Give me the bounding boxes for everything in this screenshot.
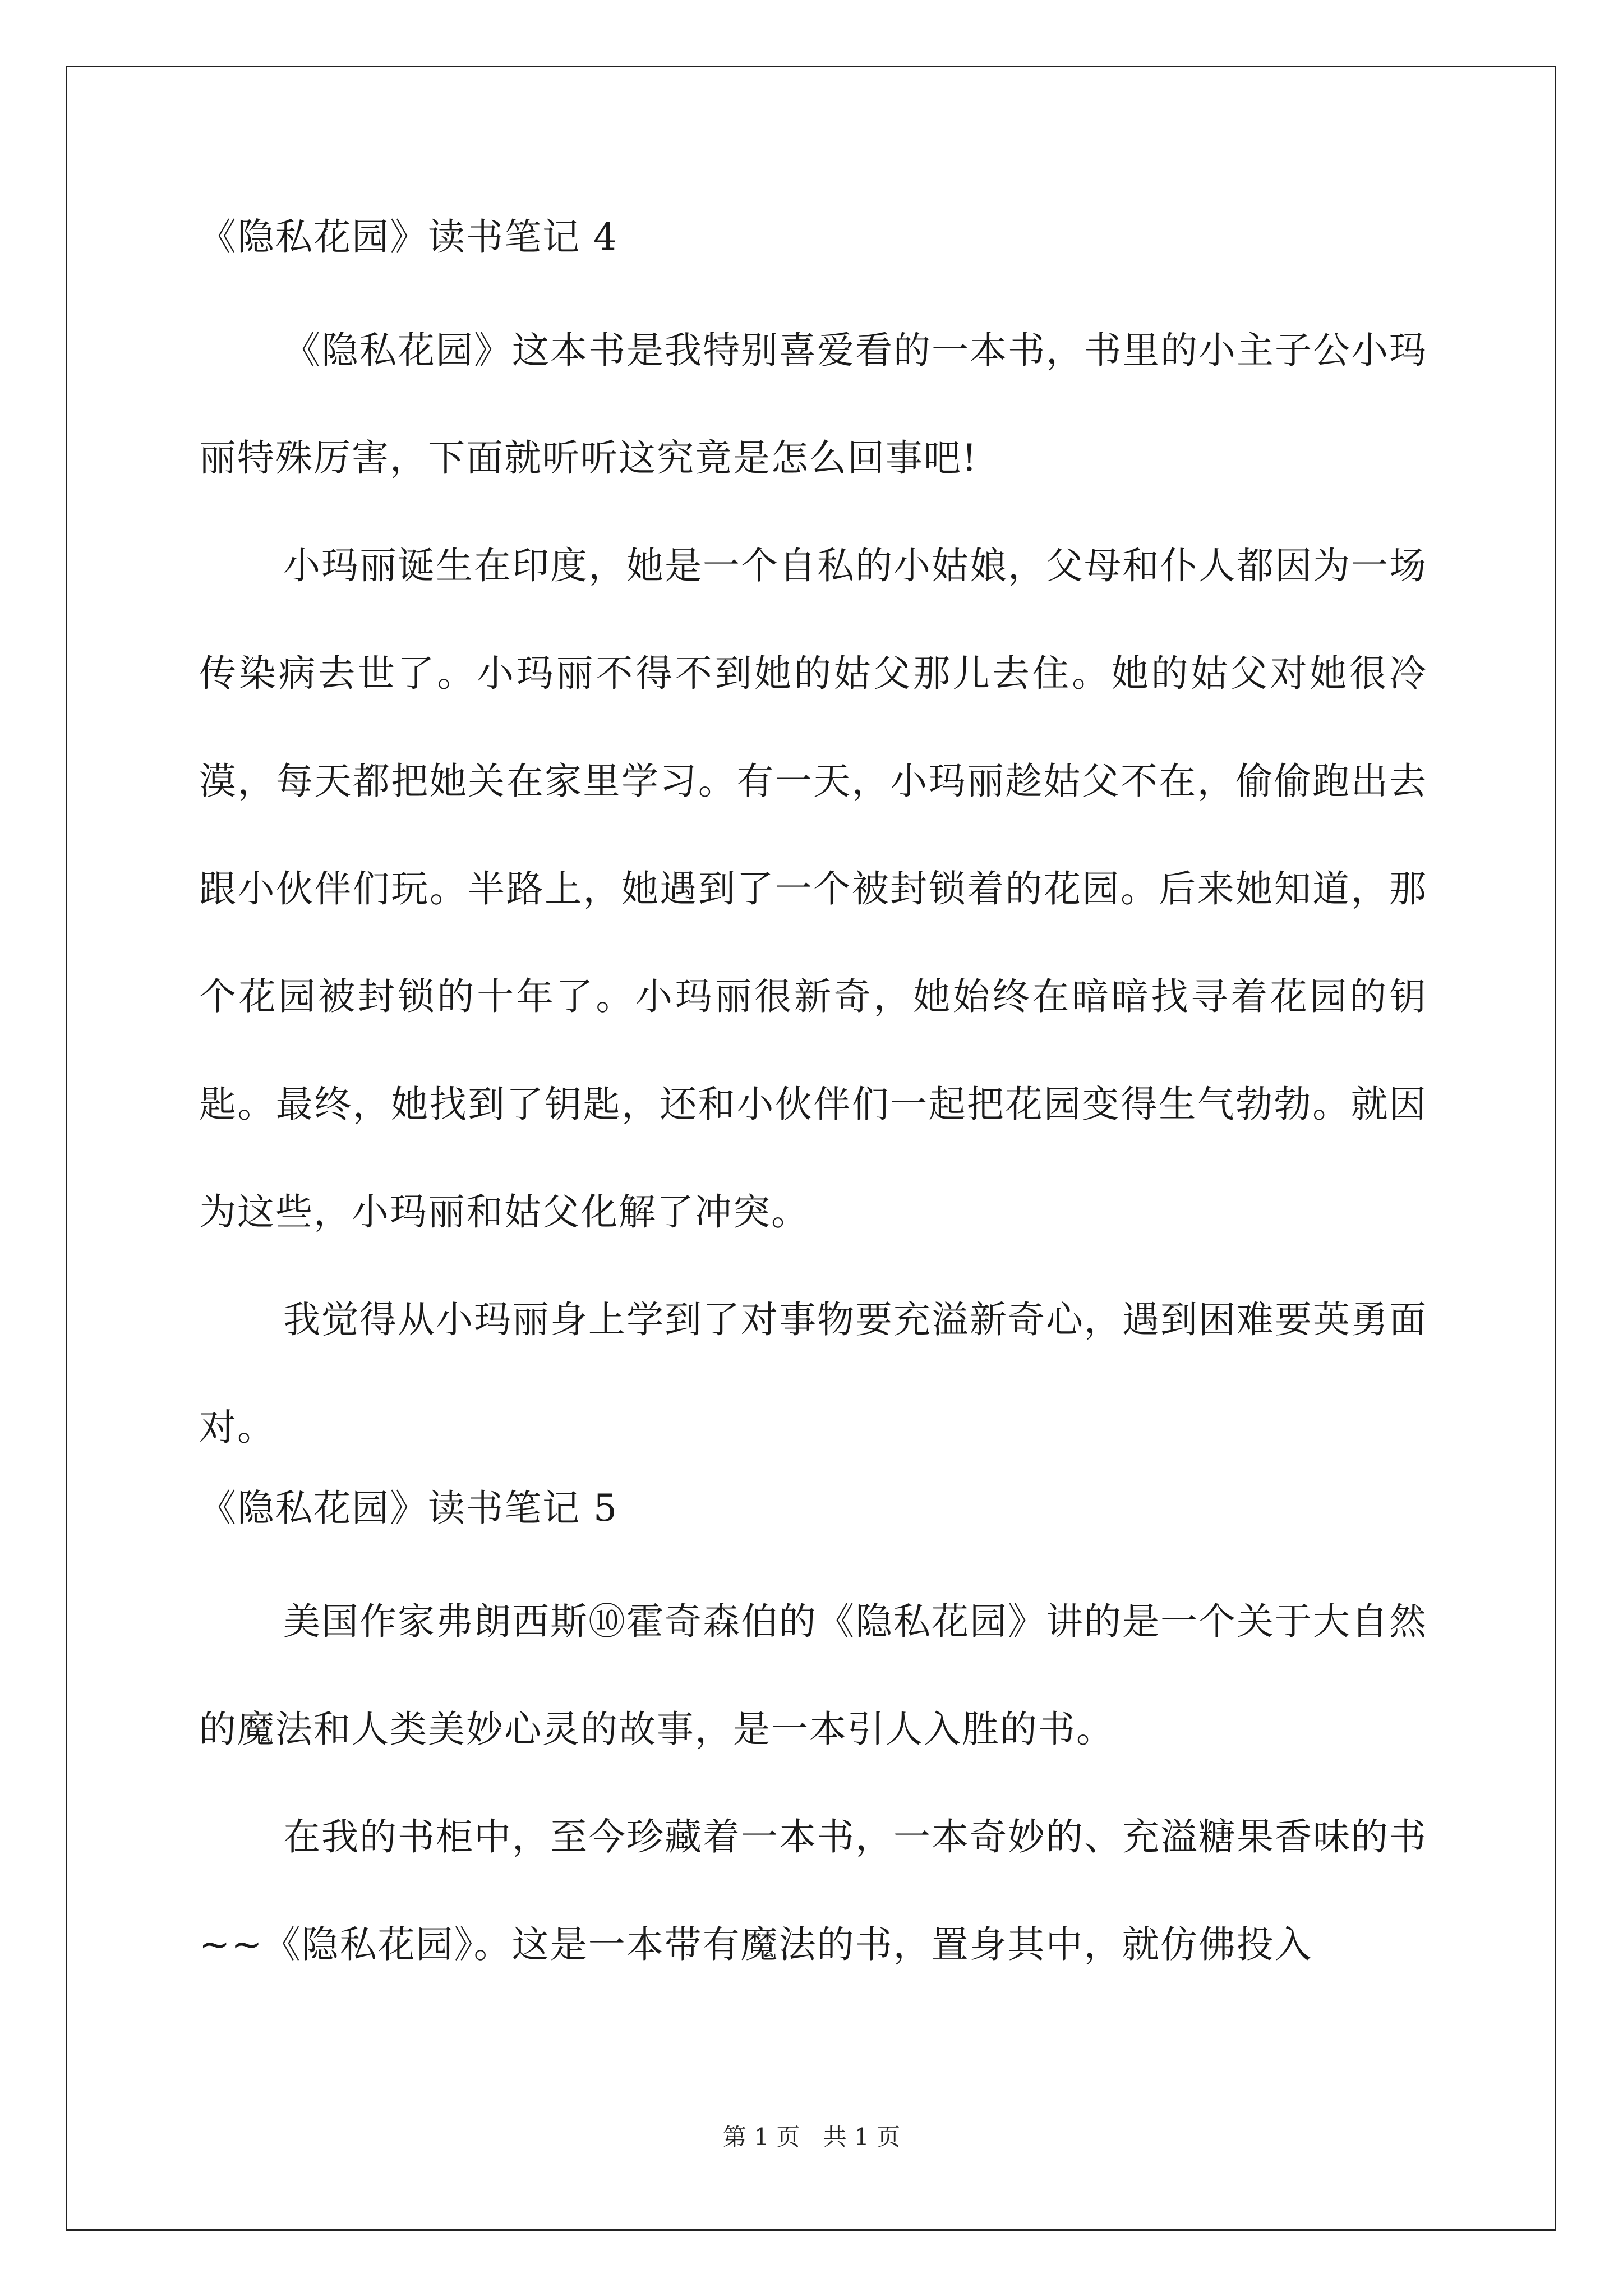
section-heading-5: 《隐私花园》读书笔记 5 [199, 1487, 618, 1530]
paragraph: 美国作家弗朗西斯⑩霍奇森伯的《隐私花园》讲的是一个关于大自然的魔法和人类美妙心灵的故事，是一本引人入胜的书。 [199, 1600, 1427, 1751]
document-body [199, 210, 1427, 1999]
page-footer [0, 2122, 1623, 2153]
paragraph: 小玛丽诞生在印度，她是一个自私的小姑娘，父母和仆人都因为一场传染病去世了。小玛丽不得不到她的姑父那儿去住。她的姑父对她很冷漠，每天都把她关在家里学习。有一天，小玛丽趁姑父不在，偷偷跑出去跟小伙伴们玩。半路上，她遇到了一个被封锁着的花园。后来她知道，那个花园被封锁的十年了。小玛丽很新奇，她始终在暗暗找寻着花园的钥匙。最终，她找到了钥匙，还和小伙伴们一起把花园变得生气勃勃。就因为这些，小玛丽和姑父化解了冲突。 [199, 544, 1427, 1234]
paragraph: 《隐私花园》这本书是我特别喜爱看的一本书，书里的小主子公小玛丽特殊厉害，下面就听听这究竟是怎么回事吧! [199, 329, 1427, 480]
page-number: 第 1 页 [722, 2123, 800, 2151]
section-heading-4: 《隐私花园》读书笔记 4 [199, 215, 618, 259]
page-total: 共 1 页 [823, 2123, 901, 2151]
paragraph: 在我的书柜中，至今珍藏着一本书，一本奇妙的、充溢糖果香味的书~~《隐私花园》。这是一本带有魔法的书，置身其中，就仿佛投入 [199, 1815, 1427, 1966]
paragraph: 我觉得从小玛丽身上学到了对事物要充溢新奇心，遇到困难要英勇面对。 [199, 1298, 1427, 1449]
